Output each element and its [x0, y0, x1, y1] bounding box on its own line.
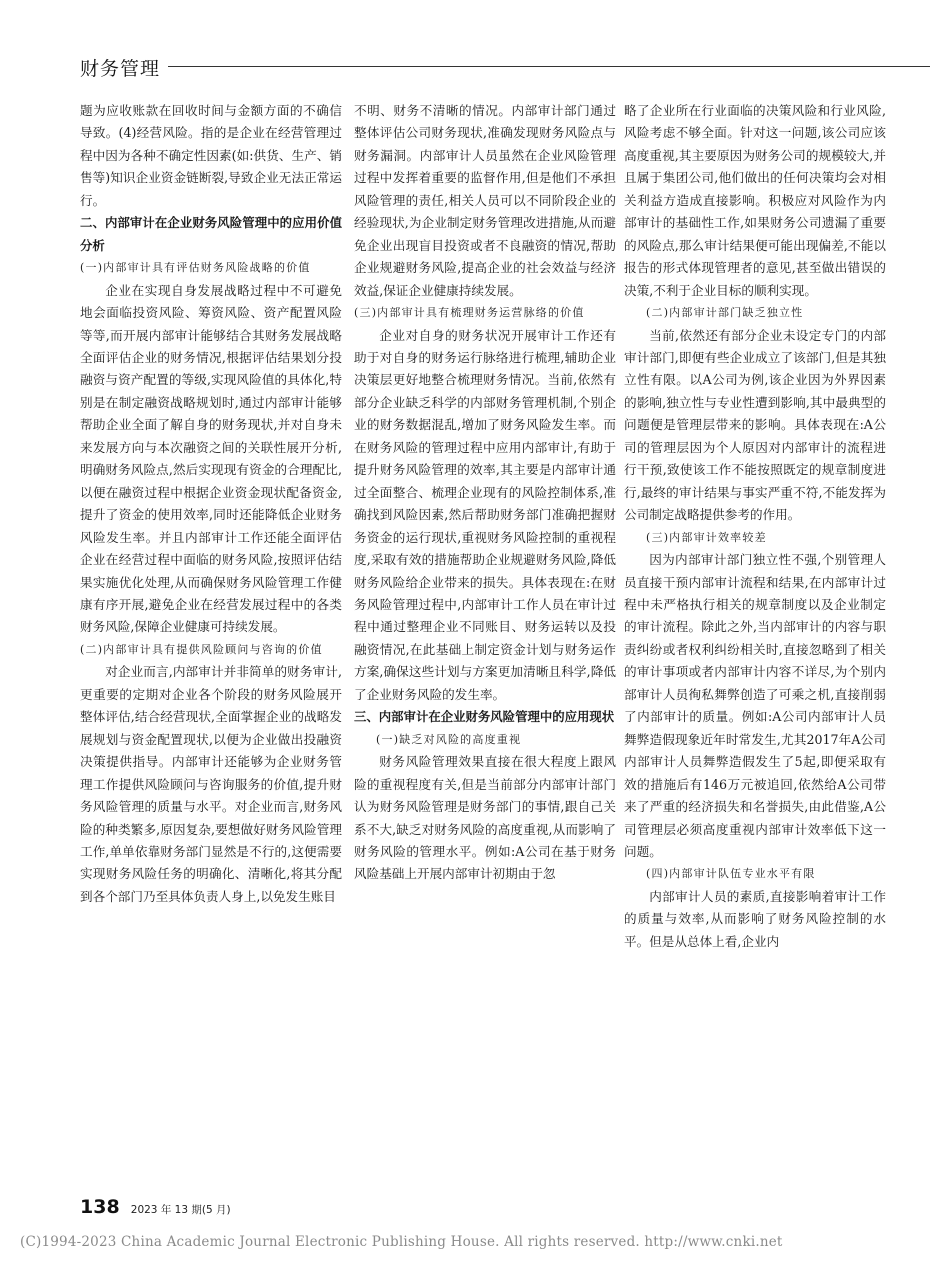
paragraph: 内部审计人员的素质,直接影响着审计工作的质量与效率,从而影响了财务风险控制的水平。但是从总体上看,企业内 — [624, 888, 886, 949]
paragraph: 当前,依然还有部分企业未设定专门的内部审计部门,即便有些企业成立了该部门,但是其独立性有限。以A公司为例,该企业因为外界因素的影响,独立性与专业性遭到影响,其中最典型的问题便是管理层带来的影响。具体表现在:A公司的管理层因为个人原因对内部审计的流程进行干预,致使该工作不能按照既定的规章制度进行,最终的审计结果与事实严重不符,不能发挥为公司制定战略提供参考的作用。 — [624, 327, 886, 523]
paragraph: 因为内部审计部门独立性不强,个别管理人员直接干预内部审计流程和结果,在内部审计过程中未严格执行相关的规章制度以及企业制定的审计流程。除此之外,当内部审计的内容与职责纠纷或者权利纠纷相关时,直接忽略到了相关的审计事项或者内部审计内容不详尽,为个别内部审计人员徇私舞弊创造了可乘之机,直接削弱了内部审计的质量。例如:A公司内部审计人员舞弊造假现象近年时常发生,尤其2017年A公司内部审计人员舞弊造假发生了5起,即便采取有效的措施后有146万元被追回,依然给A公司带来了严重的经济损失和名誉损失,由此借鉴,A公司管理层必须高度重视内部审计效率低下这一问题。 — [624, 552, 886, 859]
issue-label: 2023 年 13 期(5 月) — [130, 1204, 231, 1216]
section-heading-2: 二、内部审计在企业财务风险管理中的应用价值分析 — [80, 215, 342, 253]
subsection-heading-2-1: (一)内部审计具有评估财务风险战略的价值 — [80, 261, 311, 275]
copyright-notice: (C)1994-2023 China Academic Journal Electronic Publishing House. All rights reserved. http://www.cnki.net — [20, 1234, 783, 1250]
text-column-3 — [624, 100, 886, 953]
section-heading-3: 三、内部审计在企业财务风险管理中的应用现状 — [354, 709, 615, 725]
journal-section-title: 财务管理 — [80, 58, 161, 80]
paragraph: 对企业而言,内部审计并非简单的财务审计,更重要的定期对企业各个阶段的财务风险展开整体评估,结合经营现状,全面掌握企业的战略发展规划与资金配置现状,以便为企业做出投融资决策提供指导。内部审计还能够为企业财务管理工作提供风险顾问与咨询服务的价值,提升财务风险管理的质量与水平。对企业而言,财务风险的种类繁多,原因复杂,要想做好财务风险管理工作,单单依靠财务部门显然是不行的,这便需要实现财务风险任务的明确化、清晰化,将其分配到各个部门乃至具体负责人身上,以免发生账目 — [80, 664, 342, 904]
paragraph: 企业在实现自身发展战略过程中不可避免地会面临投资风险、筹资风险、资产配置风险等等,而开展内部审计能够结合其财务发展战略全面评估企业的财务情况,根据评估结果划分投融资与资产配置的等级,实现风险值的具体化,特别是在制定融资战略规划时,通过内部审计能够帮助企业全面了解自身的财务现状,并对自身未来发展方向与本次融资之间的关联性展开分析,明确财务风险点,然后实现现有资金的合理配比,以便在融资过程中根据企业资金现状配备资金,提升了资金的使用效率,同时还能降低企业财务风险发生率。并且内部审计工作还能全面评估企业在经营过程中面临的财务风险,按照评估结果实施优化处理,从而确保财务风险管理工作健康有序开展,避免企业在经营发展过程中的各类财务风险,保障企业健康可持续发展。 — [80, 282, 342, 635]
subsection-heading-2-2: (二)内部审计具有提供风险顾问与咨询的价值 — [80, 642, 323, 656]
text-column-1 — [80, 100, 342, 908]
paragraph: 题为应收账款在回收时间与金额方面的不确信导致。(4)经营风险。指的是企业在经营管理过程中因为各种不确定性因素(如:供货、生产、销售等)知识企业资金链断裂,导致企业无法正常运行。 — [80, 103, 342, 208]
subsection-heading-2-3: (三)内部审计具有梳理财务运营脉络的价值 — [354, 306, 585, 320]
page-header — [80, 52, 930, 82]
text-column-2 — [354, 100, 616, 886]
page-number: 138 — [80, 1196, 120, 1218]
paragraph: 不明、财务不清晰的情况。内部审计部门通过整体评估公司财务现状,准确发现财务风险点与财务漏洞。内部审计人员虽然在企业风险管理过程中发挥着重要的监督作用,但是他们不承担风险管理的责任,相关人员可以不同阶段企业的经验现状,为企业制定财务管理改进措施,从而避免企业出现盲目投资或者不良融资的情况,帮助企业规避财务风险,提高企业的社会效益与经济效益,保证企业健康持续发展。 — [354, 103, 616, 298]
paragraph: 企业对自身的财务状况开展审计工作还有助于对自身的财务运行脉络进行梳理,辅助企业决策层更好地整合梳理财务情况。当前,依然有部分企业缺乏科学的内部财务管理机制,个别企业的财务数据混乱,增加了财务风险发生率。而在财务风险的管理过程中应用内部审计,有助于提升财务风险管理的效率,其主要是内部审计通过全面整合、梳理企业现有的风险控制体系,准确找到风险因素,然后帮助财务部门准确把握财务资金的运行现状,重视财务风险控制的重视程度,采取有效的措施帮助企业规避财务风险,降低财务风险给企业带来的损失。具体表现在:在财务风险管理过程中,内部审计工作人员在审计过程中通过整理企业不同账目、财务运转以及投融资情况,在此基础上制定资金计划与财务运作方案,确保这些计划与方案更加清晰且科学,降低了企业财务风险的发生率。 — [354, 327, 616, 702]
subsection-heading-3-4: (四)内部审计队伍专业水平有限 — [646, 867, 816, 881]
page-footer — [80, 1196, 480, 1220]
paragraph: 财务风险管理效果直接在很大程度上跟风险的重视程度有关,但是当前部分内部审计部门认为财务风险管理是财务部门的事情,跟自己关系不大,缺乏对财务风险的高度重视,从而影响了财务风险的管理水平。例如:A公司在基于财务风险基础上开展内部审计初期由于忽 — [354, 754, 616, 882]
header-rule — [168, 66, 930, 67]
subsection-heading-3-2: (二)内部审计部门缺乏独立性 — [646, 306, 804, 320]
paragraph: 略了企业所在行业面临的决策风险和行业风险,风险考虑不够全面。针对这一问题,该公司应该高度重视,其主要原因为财务公司的规模较大,并且属于集团公司,他们做出的任何决策均会对相关利益方造成直接影响。积极应对风险作为内部审计的基础性工作,如果财务公司遗漏了重要的风险点,那么审计结果便可能出现偏差,不能以报告的形式体现管理者的意见,甚至做出错误的决策,不利于企业目标的顺利实现。 — [624, 103, 886, 298]
subsection-heading-3-1: (一)缺乏对风险的高度重视 — [376, 732, 522, 746]
subsection-heading-3-3: (三)内部审计效率较差 — [646, 530, 767, 544]
